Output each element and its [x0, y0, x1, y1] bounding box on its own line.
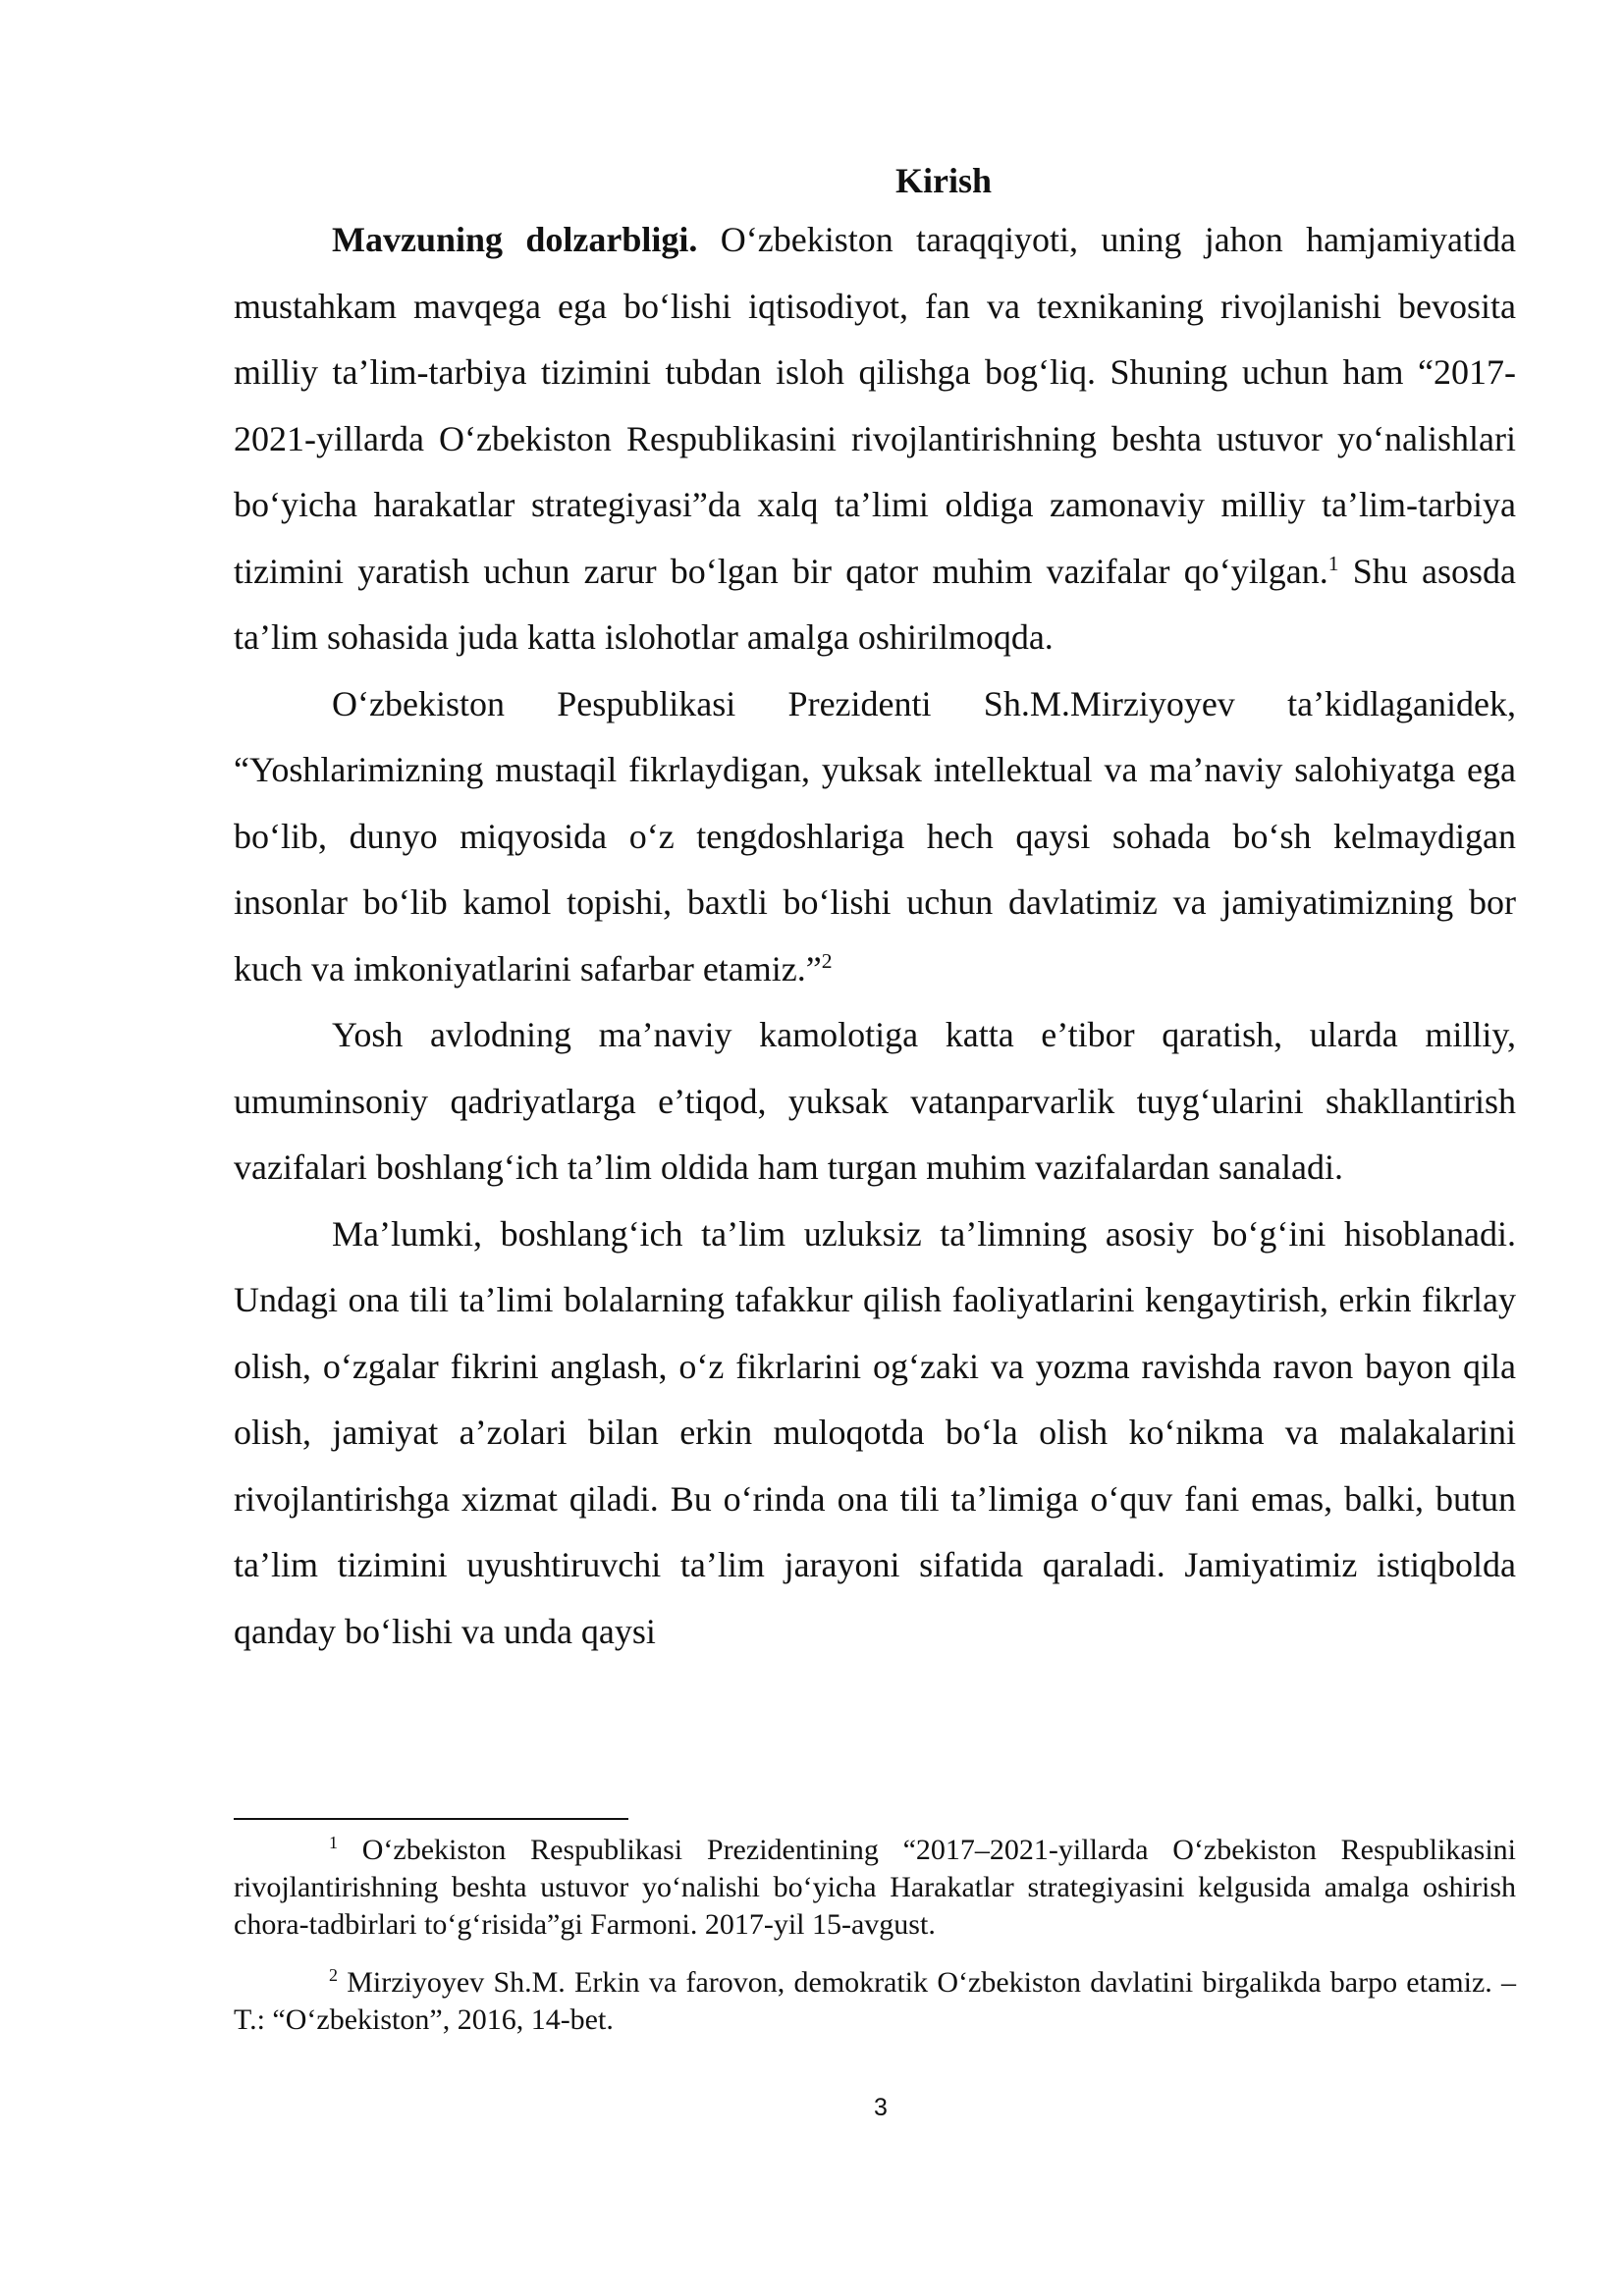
- body-text: [234, 154, 1516, 1665]
- footnotes: [234, 1832, 1516, 2059]
- footnote-text: Mirziyoyev Sh.M. Erkin va farovon, demokratik O‘zbekiston davlatini birgalikda barpo etamiz. – T.: “O‘zbekiston”, 2016, 14-bet.: [234, 1966, 1516, 2036]
- paragraph-text: Shu asosda ta’lim sohasida juda katta islohotlar amalga oshirilmoqda.: [234, 551, 1516, 657]
- paragraph-text: O‘zbekiston Pespublikasi Prezidenti Sh.M.Mirziyoyev ta’kidlaganidek, “Yoshlarimizning mustaqil fikrlaydigan, yuksak intellektual va ma’naviy salohiyatga ega bo‘lib, dunyo miqyosida o‘z tengdoshlariga hech qaysi sohada bo‘sh kelmaydigan insonlar bo‘lib kamol topishi, baxtli bo‘lishi uchun davlatimiz va jamiyatimizning bor kuch va imkoniyatlarini safarbar etamiz.”: [234, 683, 1516, 988]
- footnote-number: 1: [329, 1833, 338, 1852]
- page-number: 3: [874, 2094, 888, 2121]
- footnote-1: [234, 1832, 1516, 1944]
- footnote-ref-2[interactable]: 2: [821, 948, 833, 973]
- paragraph-lead: Mavzuning dolzarbligi.: [332, 220, 698, 259]
- footnote-separator: [234, 1818, 628, 1820]
- paragraph-relevance: [234, 207, 1516, 671]
- footnote-number: 2: [329, 1965, 338, 1985]
- paragraph-youth: Yosh avlodning ma’naviy kamolotiga katta e’tibor qaratish, ularda milliy, umuminsoniy qadriyatlarga e’tiqod, yuksak vatanparvarlik tuyg‘ularini shakllantirish vazifalari boshlang‘ich ta’lim oldida ham turgan muhim vazifalardan sanaladi.: [234, 1015, 1516, 1187]
- paragraph-primary-education: Ma’lumki, boshlang‘ich ta’lim uzluksiz ta’limning asosiy bo‘g‘ini hisoblanadi. Undagi ona tili ta’limi bolalarning tafakkur qilish faoliyatlarini kengaytirish, erkin fikrlay olish, o‘zgalar fikrini anglash, o‘z fikrlarini og‘zaki va yozma ravishda ravon bayon qila olish, jamiyat a’zolari bilan erkin muloqotda bo‘la olish ko‘nikma va malakalarini rivojlantirishga xizmat qiladi. Bu o‘rinda ona tili ta’limiga o‘quv fani emas, balki, butun ta’lim tizimini uyushtiruvchi ta’lim jarayoni sifatida qaraladi. Jamiyatimiz istiqbolda qanday bo‘lishi va unda qaysi: [234, 1213, 1516, 1651]
- paragraph-text: O‘zbekiston taraqqiyoti, uning jahon hamjamiyatida mustahkam mavqega ega bo‘lishi iqtisodiyot, fan va texnikaning rivojlanishi bevosita milliy ta’lim-tarbiya tizimini tubdan isloh qilishga bog‘liq. Shuning uchun ham “2017-2021-yillarda O‘zbekiston Respublikasini rivojlantirishning beshta ustuvor yo‘nalishlari bo‘yicha harakatlar strategiyasi”da xalq ta’limi oldiga zamonaviy milliy ta’lim-tarbiya tizimini yaratish uchun zarur bo‘lgan bir qator muhim vazifalar qo‘yilgan.: [234, 220, 1516, 591]
- footnote-2: [234, 1964, 1516, 2039]
- paragraph-president-quote: [234, 671, 1516, 1003]
- footnote-text: O‘zbekiston Respublikasi Prezidentining “2017–2021-yillarda O‘zbekiston Respublikasini rivojlantirishning beshta ustuvor yo‘nalishi bo‘yicha Harakatlar strategiyasini kelgusida amalga oshirish chora-tadbirlari to‘g‘risida”gi Farmoni. 2017-yil 15-avgust.: [234, 1834, 1516, 1941]
- section-heading: Kirish: [894, 161, 992, 200]
- footnote-ref-1[interactable]: 1: [1327, 551, 1339, 575]
